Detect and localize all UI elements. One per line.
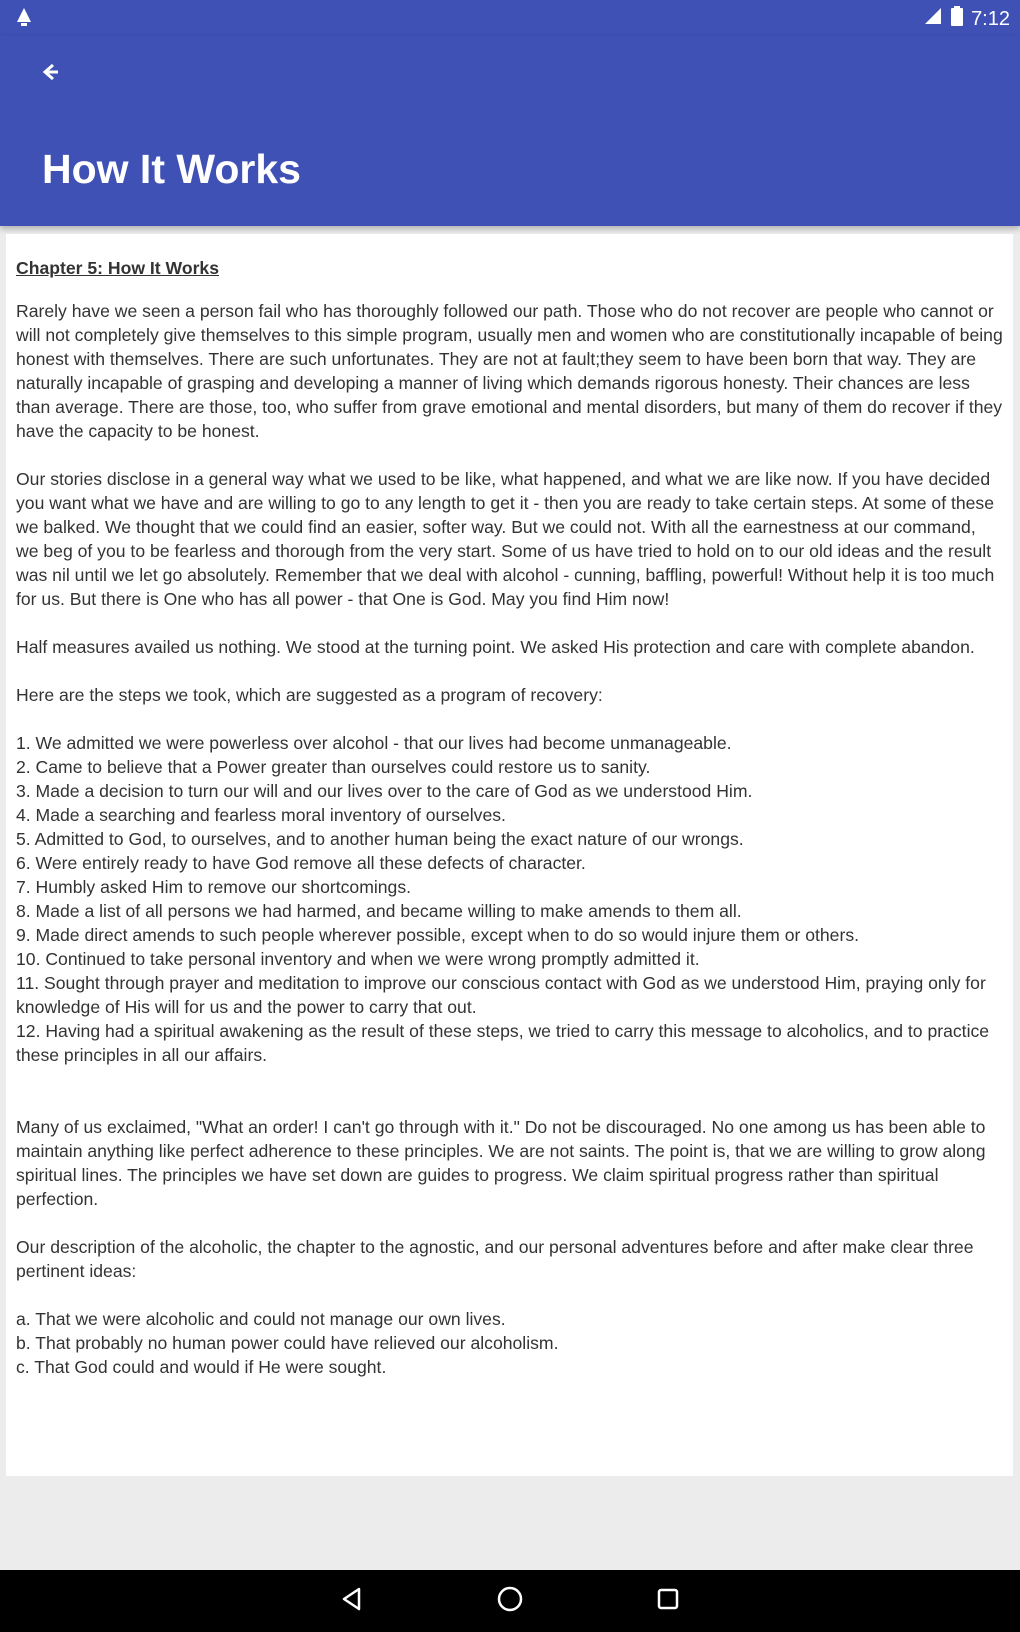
step-item: 3. Made a decision to turn our will and our lives over to the care of God as we understood Him.	[16, 781, 753, 801]
step-item: 11. Sought through prayer and meditation to improve our conscious contact with God as we understood Him, praying only for knowledge of His will for us and the power to carry that out.	[16, 973, 986, 1017]
step-item: 6. Were entirely ready to have God remove all these defects of character.	[16, 853, 586, 873]
nav-home-button[interactable]	[490, 1581, 530, 1621]
paragraph: Rarely have we seen a person fail who has thoroughly followed our path. Those who do not recover are people who cannot or will not completely give themselves to this simple program, usually men and women who are constitutionally incapable of being honest with themselves. There are such unfortunates. They are not at fault;they seem to have been born that way. They are naturally incapable of grasping and developing a manner of living which demands rigorous honesty. Their chances are less than average. There are those, too, who suffer from grave emotional and mental disorders, but many of them do recover if they have the capacity to be honest.	[16, 301, 1003, 441]
signal-icon	[923, 6, 943, 32]
battery-icon	[951, 6, 963, 32]
back-button[interactable]	[26, 54, 74, 94]
step-item: 7. Humbly asked Him to remove our shortcomings.	[16, 877, 412, 897]
idea-item: c. That God could and would if He were sought.	[16, 1357, 387, 1377]
nav-back-button[interactable]	[332, 1581, 372, 1621]
paragraph: Half measures availed us nothing. We stood at the turning point. We asked His protection and care with complete abandon.	[16, 637, 975, 657]
step-item: 10. Continued to take personal inventory and when we were wrong promptly admitted it.	[16, 949, 700, 969]
nav-recents-button[interactable]	[648, 1581, 688, 1621]
paragraph: Here are the steps we took, which are suggested as a program of recovery:	[16, 685, 603, 705]
steps-list	[16, 731, 1003, 1067]
page-title: How It Works	[42, 146, 301, 192]
app-bar	[0, 36, 1020, 226]
nav-back-icon	[339, 1586, 365, 1617]
navigation-bar	[0, 1570, 1020, 1632]
paragraph: Our description of the alcoholic, the chapter to the agnostic, and our personal adventures before and after make clear three pertinent ideas:	[16, 1237, 974, 1281]
idea-item: a. That we were alcoholic and could not manage our own lives.	[16, 1309, 506, 1329]
nav-home-icon	[496, 1585, 524, 1618]
step-item: 12. Having had a spiritual awakening as the result of these steps, we tried to carry this message to alcoholics, and to practice these principles in all our affairs.	[16, 1021, 990, 1065]
notification-icon	[14, 6, 34, 33]
chapter-heading: Chapter 5: How It Works	[16, 258, 220, 278]
step-item: 8. Made a list of all persons we had harmed, and became willing to make amends to them all.	[16, 901, 742, 921]
step-item: 1. We admitted we were powerless over alcohol - that our lives had become unmanageable.	[16, 733, 732, 753]
step-item: 4. Made a searching and fearless moral inventory of ourselves.	[16, 805, 506, 825]
paragraph: Many of us exclaimed, "What an order! I can't go through with it." Do not be discouraged. No one among us has been able to maintain anything like perfect adherence to these principles. We are not saints. The point is, that we are willing to grow along spiritual lines. The principles we have set down are guides to progress. We claim spiritual progress rather than spiritual perfection.	[16, 1117, 986, 1209]
nav-recents-icon	[656, 1587, 680, 1616]
status-bar	[0, 0, 1020, 36]
content-card	[6, 234, 1013, 1476]
paragraph: Our stories disclose in a general way what we used to be like, what happened, and what we are like now. If you have decided you want what we have and are willing to go to any length to get it - then you are ready to take certain steps. At some of these we balked. We thought that we could find an easier, softer way. But we could not. With all the earnestness at our command, we beg of you to be fearless and thorough from the very start. Some of us have tried to hold on to our old ideas and the result was nil until we let go absolutely. Remember that we deal with alcohol - cunning, baffling, powerful! Without help it is too much for us. But there is One who has all power - that One is God. May you find Him now!	[16, 469, 995, 609]
step-item: 5. Admitted to God, to ourselves, and to another human being the exact nature of our wrongs.	[16, 829, 744, 849]
step-item: 2. Came to believe that a Power greater than ourselves could restore us to sanity.	[16, 757, 651, 777]
back-icon	[39, 61, 61, 88]
idea-item: b. That probably no human power could have relieved our alcoholism.	[16, 1333, 559, 1353]
status-time: 7:12	[971, 7, 1010, 30]
ideas-list	[16, 1307, 1003, 1379]
step-item: 9. Made direct amends to such people wherever possible, except when to do so would injure them or others.	[16, 925, 860, 945]
status-icons	[923, 6, 1010, 32]
